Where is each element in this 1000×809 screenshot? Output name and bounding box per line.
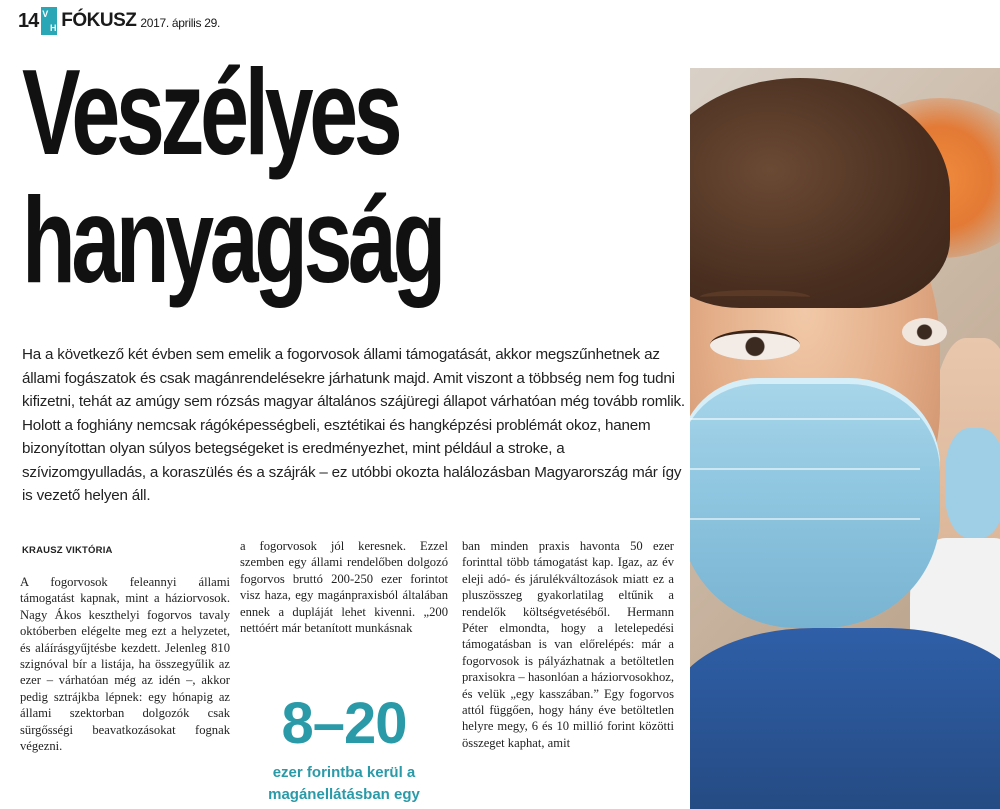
photo-eye-second [902,318,947,346]
issue-date: 2017. április 29. [140,16,220,30]
pullquote-number: 8–20 [281,691,407,756]
logo-letter: H [50,23,57,33]
mask-pleat [690,468,920,470]
photo-eye [710,330,800,360]
photo-surgical-mask [690,378,940,628]
logo-letter [41,21,49,35]
photo-eyebrow [700,290,810,304]
pullquote-text: ezer forintba kerül a magánellátásban egy [268,764,420,803]
hvg-logo [41,7,57,35]
photo-scrubs [690,628,1000,809]
page-number: 14 [18,9,39,32]
headline-line-1: Veszélyes [22,44,399,180]
body-column-1: A fogorvosok feleannyi állami támogatást kapnak, mint a háziorvosok. Nagy Ákos keszthelyi fogorvos tavaly októberben elégelte meg ezt a helyzetet, és aláírásgyűjtésbe kezdett. Jelenleg 810 szignóval bír a listája, ha összegyűlik az ezer – várhatóan még az idén –, akkor pedig sztrájkba lépnek: egy hónapig az állami szektorban dolgozók csak sürgősségi beavatkozásokat fognak végezni. [20,575,230,754]
logo-letter [49,7,57,21]
article-headline [22,44,497,308]
body-column-2: a fogorvosok jól keresnek. Ezzel szemben egy állami rendelőben dolgozó fogorvos bruttó 200-250 ezer forintot visz haza, egy magánpraxisból általában ennek a dupláját lehet kivenni. „200 nettóért már betanított munkásnak [240,539,448,636]
section-name: FÓKUSZ [61,10,137,31]
body-column-3: ban minden praxis havonta 50 ezer forinttal több támogatást kap. Igaz, az év eleji adó- és járulékváltozások miatt ez a pluszösszeg gyakorlatilag eltűnik a rendelők költségvetéséből. Hermann Péter elmondta, hogy a letelepedési támogatásban is van előrelépés: már a fogorvosok is pályázhatnak a betöltetlen praxisokra – hasonlóan a háziorvosokhoz, és velük „egy kasszában.” Egy fogorvos attól függően, hogy hány éve betöltetlen helyre megy, 6 és 10 millió forint közötti összeget kaphat, amit [462,539,674,750]
article-lead: Ha a következő két évben sem emelik a fogorvosok állami támogatását, akkor megszűnhetnek az állami fogászatok és csak magánrendelésekre járhatunk majd. Amit viszont a többség nem fog tudni kifizetni, tehát az amúgy sem rózsás magyar általános szájüregi állapot várhatóan még tovább romlik. Holott a foghiány nemcsak rágóképességbeli, esztétikai és hangképzési problémát okoz, hanem bizonyítottan olyan súlyos betegségeket is eredményezhet, mint például a stroke, a szívizomgyulladás, a koraszülés és a szájrák – ez utóbbi okozta halálozásban Magyarország már így is vezető helyen áll. [22,346,685,504]
page-header [18,6,220,36]
mask-pleat [690,418,920,420]
article-photo [690,68,1000,809]
author-byline: KRAUSZ VIKTÓRIA [22,545,113,556]
logo-letter: V [42,9,49,19]
mask-pleat [690,518,920,520]
headline-line-2: hanyagság [22,172,443,308]
photo-background-mask [945,428,1000,538]
